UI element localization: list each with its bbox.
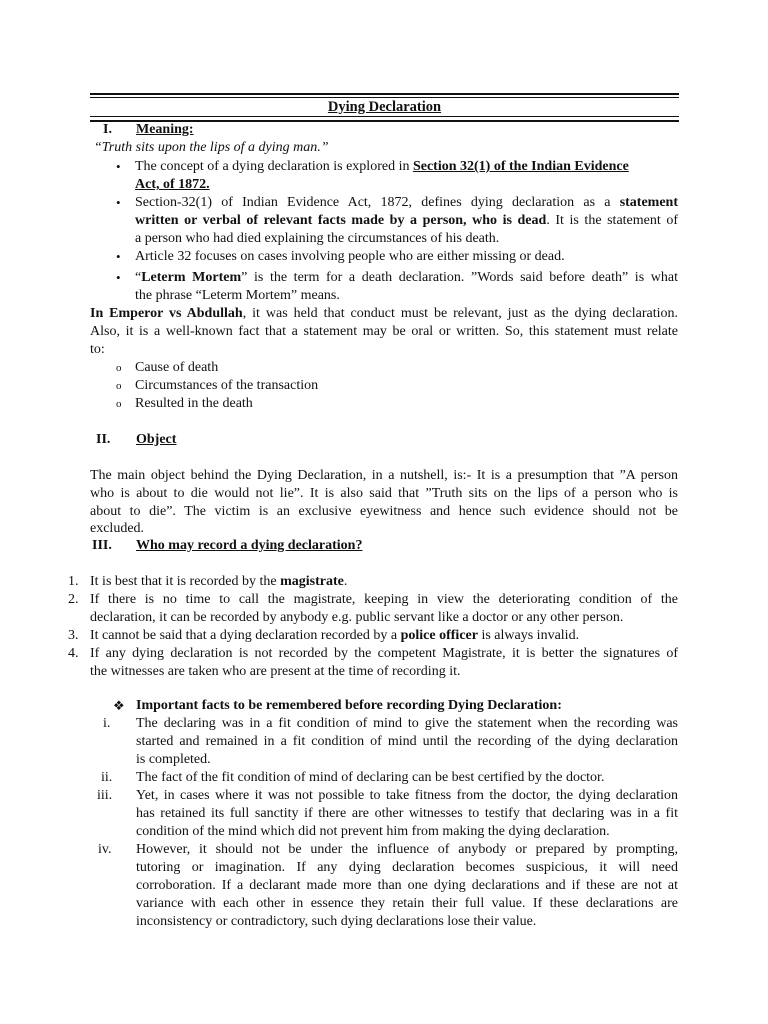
document-title: Dying Declaration: [327, 99, 442, 115]
sub-bullet-circle: o: [116, 380, 122, 392]
roman-numeral-4: iv.: [98, 842, 112, 857]
para-abdullah-line-1: In Emperor vs Abdullah, it was held that conduct must be relevant, just as the dying declaration.: [90, 306, 679, 321]
fact-4-line-4: variance with each other in essence they retain their full value. If these declarations are: [136, 896, 678, 911]
fact-3-line-2: has retained its full sanctity if there are other witnesses to testify that declaring was in a fit: [136, 806, 678, 821]
list-number-3: 3.: [68, 628, 79, 643]
bullet-2-line-3: a person who had died explaining the circumstances of his death.: [135, 231, 500, 246]
recorder-item-4-line-1: If any dying declaration is not recorded by the competent Magistrate, it is better the signatures of: [90, 646, 678, 661]
bullet-3: Article 32 focuses on cases involving people who are either missing or dead.: [135, 249, 565, 264]
roman-numeral-2: ii.: [101, 770, 113, 785]
sub-item-2: Circumstances of the transaction: [135, 378, 319, 393]
bullet-dot: •: [116, 195, 121, 210]
recorder-item-2-line-1: If there is no time to call the magistrate, keeping in view the deteriorating condition of the: [90, 592, 678, 607]
section-3-heading: Who may record a dying declaration?: [136, 538, 363, 553]
fact-2-line-1: The fact of the fit condition of mind of declaring can be best certified by the doctor.: [136, 770, 605, 785]
list-number-1: 1.: [68, 574, 79, 589]
fact-1-line-2: started and remained in a fit condition of mind until the recording of the dying declaration: [136, 734, 678, 749]
bullet-4-line-1: “Leterm Mortem” is the term for a death declaration. ”Words said before death” is what: [135, 270, 678, 285]
section-1-heading: Meaning:: [136, 122, 194, 137]
roman-numeral-3: iii.: [97, 788, 113, 803]
section-2-heading: Object: [136, 432, 177, 447]
fact-1-line-3: is completed.: [136, 752, 211, 767]
object-line-1: The main object behind the Dying Declaration, in a nutshell, is:- It is a presumption that ”A person: [90, 468, 678, 483]
object-line-3: about to die”. The victim is an exclusive eyewitness and hence such evidence should not be: [90, 504, 678, 519]
recorder-item-4-line-2: the witnesses are taken who are present at the time of recording it.: [90, 664, 461, 679]
fact-4-line-5: inconsistency or contradictory, such dying declarations lose their value.: [136, 914, 537, 929]
para-abdullah-line-2: Also, it is a well-known fact that a statement may be oral or written. So, this statement must relate: [90, 324, 678, 339]
object-line-4: excluded.: [90, 521, 145, 536]
recorder-item-2-line-2: declaration, it can be recorded by anybody e.g. public servant like a doctor or any other person.: [90, 610, 624, 625]
bullet-2-line-2: written or verbal of relevant facts made by a person, who is dead. It is the statement of: [135, 213, 678, 228]
sub-item-3: Resulted in the death: [135, 396, 253, 411]
bullet-dot: •: [116, 270, 121, 285]
object-line-2: who is about to die would not lie”. It is also said that ”Truth sits on the lips of a person who is: [90, 486, 678, 501]
roman-numeral-1: i.: [103, 716, 111, 731]
recorder-item-3: It cannot be said that a dying declaration recorded by a police officer is always invalid.: [90, 628, 580, 643]
list-number-2: 2.: [68, 592, 79, 607]
bullet-2-line-1: Section-32(1) of Indian Evidence Act, 1872, defines dying declaration as a statement: [135, 195, 678, 210]
fact-3-line-3: condition of the mind which did not prevent him from making the dying declaration.: [136, 824, 610, 839]
sub-item-1: Cause of death: [135, 360, 219, 375]
list-number-4: 4.: [68, 646, 79, 661]
title-rule-top: [90, 93, 679, 95]
para-abdullah-line-3: to:: [90, 342, 105, 357]
fact-4-line-2: tutoring or imagination. If any dying declaration becomes suspicious, it will need: [136, 860, 678, 875]
bullet-dot: •: [116, 159, 121, 174]
facts-heading: Important facts to be remembered before recording Dying Declaration:: [136, 698, 562, 713]
section-3-number: III.: [92, 538, 112, 553]
fact-4-line-1: However, it should not be under the influence of anybody or prepared by prompting,: [136, 842, 678, 857]
section-1-number: I.: [103, 122, 112, 137]
section-2-number: II.: [96, 432, 111, 447]
fact-4-line-3: corroboration. If a declarant made more than one dying declarations and if these are not at: [136, 878, 678, 893]
sub-bullet-circle: o: [116, 362, 122, 374]
diamond-bullet-icon: ❖: [113, 698, 125, 713]
fact-3-line-1: Yet, in cases where it was not possible to take fitness from the doctor, the dying declaration: [136, 788, 678, 803]
meaning-quote: “Truth sits upon the lips of a dying man.”: [94, 140, 329, 155]
bullet-1-line-2: Act, of 1872.: [135, 177, 210, 192]
bullet-1-line-1: The concept of a dying declaration is explored in Section 32(1) of the Indian Evidence: [135, 159, 629, 174]
sub-bullet-circle: o: [116, 398, 122, 410]
recorder-item-1: It is best that it is recorded by the magistrate.: [90, 574, 348, 589]
fact-1-line-1: The declaring was in a fit condition of mind to give the statement when the recording was: [136, 716, 678, 731]
title-rule-bottom-thin: [90, 116, 679, 117]
bullet-4-line-2: the phrase “Leterm Mortem” means.: [135, 288, 340, 303]
bullet-dot: •: [116, 249, 121, 264]
